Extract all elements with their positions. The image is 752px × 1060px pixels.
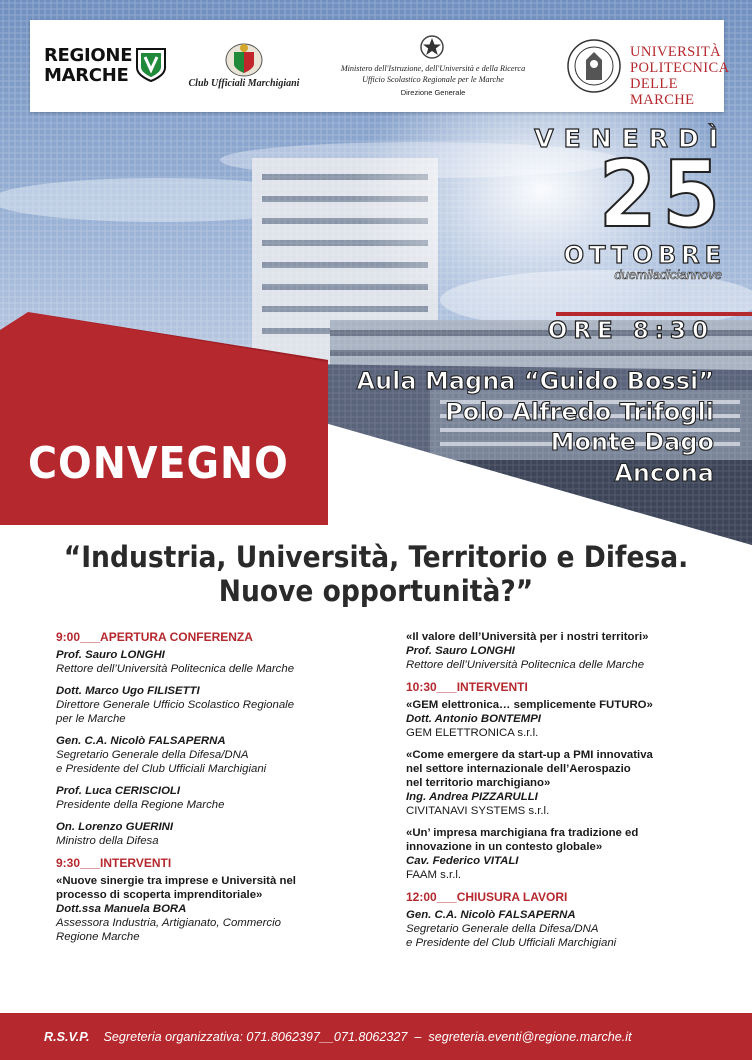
regione-marche-logo <box>30 20 180 112</box>
universita-name-line2: POLITECNICA <box>630 60 730 76</box>
rsvp-footer <box>0 1013 752 1060</box>
program-talk <box>56 874 386 944</box>
club-name: Club Ufficiali Marchigiani <box>188 78 300 89</box>
speaker-role-line: Segretario Generale della Difesa/DNA <box>406 923 599 935</box>
speaker-role-line: e Presidente del Club Ufficiali Marchigiani <box>406 937 617 949</box>
talk-title-line: «Nuove sinergie tra imprese e Università nel <box>56 875 296 887</box>
ministero-line2: Ufficio Scolastico Regionale per le Marche <box>362 75 504 84</box>
talk-title-line: nel settore internazionale dell’Aerospazio <box>406 763 631 775</box>
program-left-column <box>56 630 386 952</box>
program-speaker <box>56 734 386 776</box>
speaker-role-line: Rettore dell’Università Politecnica delle Marche <box>56 663 295 675</box>
event-month: OTTOBRE <box>563 241 726 269</box>
event-title <box>0 540 752 608</box>
speaker-role-line: e Presidente del Club Ufficiali Marchigiani <box>56 763 267 775</box>
speaker-name: Dott. Marco Ugo FILISETTI <box>56 685 200 697</box>
regione-shield-icon <box>136 48 166 82</box>
event-type: CONVEGNO <box>28 438 289 489</box>
speaker-role-line: Segretario Generale della Difesa/DNA <box>56 749 249 761</box>
speaker-name: Prof. Sauro LONGHI <box>406 645 515 657</box>
venue-line-1: Aula Magna “Guido Bossi” <box>356 367 714 395</box>
event-date <box>534 124 728 282</box>
talk-title-line: «Il valore dell’Università per i nostri territori» <box>406 631 649 643</box>
speaker-company: FAAM s.r.l. <box>406 869 462 881</box>
event-weekday: VENERDÌ <box>534 124 728 153</box>
event-venue <box>357 366 715 488</box>
italian-emblem-icon <box>420 34 444 60</box>
speaker-role-line: Ministro della Difesa <box>56 835 159 847</box>
universita-logo <box>558 20 730 112</box>
program-section-heading: 9:00___APERTURA CONFERENZA <box>56 630 253 644</box>
program-speaker <box>56 684 386 726</box>
event-day: 25 <box>598 141 726 248</box>
speaker-role-line: Presidente della Regione Marche <box>56 799 225 811</box>
program-section-heading: 12:00___CHIUSURA LAVORI <box>406 890 568 904</box>
speaker-role-line: Rettore dell’Università Politecnica delle Marche <box>406 659 645 671</box>
event-time: ORE 8:30 <box>547 318 714 344</box>
program-speaker <box>406 908 736 950</box>
logo-bar <box>30 20 730 112</box>
speaker-name: Gen. C.A. Nicolò FALSAPERNA <box>56 735 226 747</box>
universita-name-line3: DELLE MARCHE <box>630 76 695 108</box>
speaker-company: GEM ELETTRONICA s.r.l. <box>406 727 539 739</box>
speaker-role-line: Regione Marche <box>56 931 140 943</box>
ministero-line1: Ministero dell'Istruzione, dell'Università e della Ricerca <box>340 64 526 73</box>
ministero-logo <box>308 20 558 112</box>
rsvp-label: R.S.V.P. <box>44 1029 90 1044</box>
regione-name-line1: REGIONE <box>44 45 133 66</box>
program-talk <box>406 748 736 818</box>
speaker-company: CIVITANAVI SYSTEMS s.r.l. <box>406 805 550 817</box>
talk-title-line: «GEM elettronica… semplicemente FUTURO» <box>406 699 653 711</box>
speaker-name: Dott.ssa Manuela BORA <box>56 903 187 915</box>
talk-title-line: «Come emergere da start-up a PMI innovativa <box>406 749 653 761</box>
date-divider <box>556 312 752 316</box>
club-ufficiali-logo <box>180 20 308 112</box>
program-speaker <box>56 820 386 848</box>
speaker-name: On. Lorenzo GUERINI <box>56 821 174 833</box>
venue-line-3: Monte Dago <box>550 428 714 456</box>
regione-name-line2: MARCHE <box>44 65 129 86</box>
venue-line-2: Polo Alfredo Trifogli <box>445 397 714 426</box>
program-right-column <box>406 630 736 958</box>
ministero-line3: Direzione Generale <box>400 88 466 97</box>
speaker-role-line: Direttore Generale Ufficio Scolastico Regionale <box>56 699 295 711</box>
program-speaker <box>56 784 386 812</box>
event-title-line1: “Industria, Università, Territorio e Difesa. <box>63 540 689 574</box>
rsvp-contacts[interactable]: Segreteria organizzativa: 071.8062397__071.8062327 – segreteria.eventi@regione.marche.it <box>103 1029 632 1044</box>
talk-title-line: innovazione in un contesto globale» <box>406 841 603 853</box>
speaker-name: Cav. Federico VITALI <box>406 855 519 867</box>
speaker-name: Gen. C.A. Nicolò FALSAPERNA <box>406 909 576 921</box>
speaker-role-line: Assessora Industria, Artigianato, Commercio <box>56 917 281 929</box>
talk-title-line: nel territorio marchigiano» <box>406 777 551 789</box>
program-talk <box>406 698 736 740</box>
speaker-name: Ing. Andrea PIZZARULLI <box>406 791 538 803</box>
talk-title-line: «Un’ impresa marchigiana fra tradizione ed <box>406 827 639 839</box>
club-crest-icon <box>222 40 266 78</box>
program-speaker <box>56 648 386 676</box>
venue-line-4: Ancona <box>614 458 714 487</box>
speaker-name: Dott. Antonio BONTEMPI <box>406 713 541 725</box>
event-title-line2: Nuove opportunità?” <box>218 574 534 608</box>
speaker-name: Prof. Sauro LONGHI <box>56 649 165 661</box>
program-section-heading: 10:30___INTERVENTI <box>406 680 528 694</box>
program-talk <box>406 826 736 882</box>
program-section-heading: 9:30___INTERVENTI <box>56 856 172 870</box>
univpm-seal-icon <box>566 36 622 96</box>
universita-name-line1: UNIVERSITÀ <box>630 44 721 60</box>
program-talk <box>406 630 736 672</box>
event-year: duemiladiciannove <box>614 267 722 282</box>
speaker-role-line: per le Marche <box>56 713 126 725</box>
talk-title-line: processo di scoperta imprenditoriale» <box>56 889 263 901</box>
speaker-name: Prof. Luca CERISCIOLI <box>56 785 181 797</box>
